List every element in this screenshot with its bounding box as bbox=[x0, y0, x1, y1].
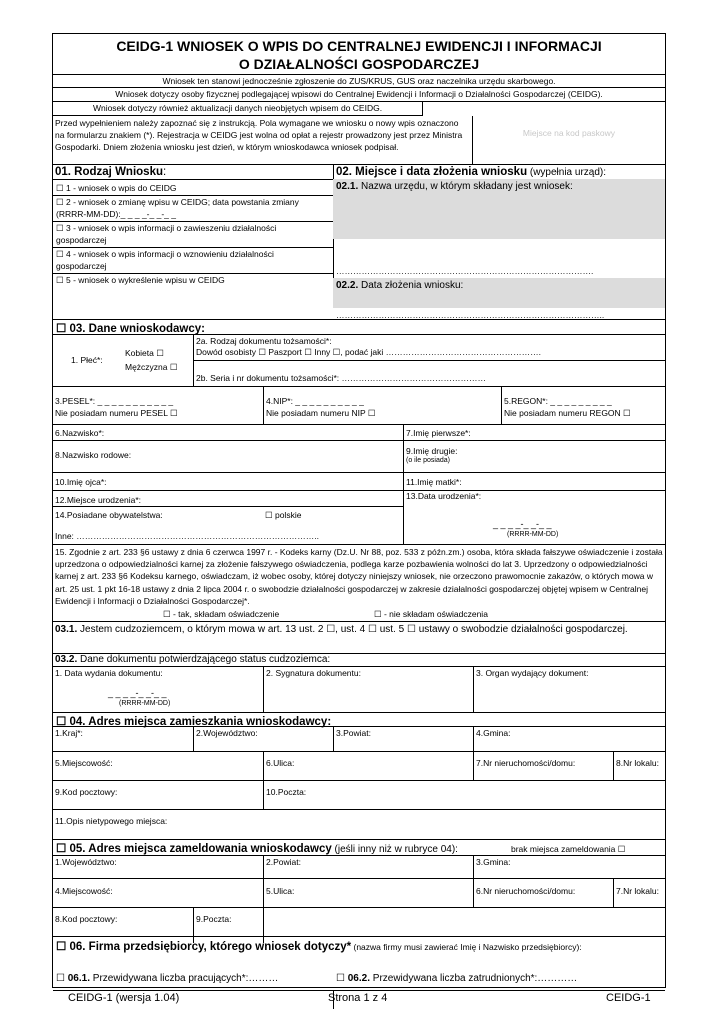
divider bbox=[53, 712, 665, 713]
divider bbox=[53, 780, 665, 781]
citizenship-other-field[interactable]: Inne: ………………………………………………………………………….. bbox=[55, 531, 319, 541]
instruction-text: Przed wypełnieniem należy zapoznać się z instrukcją. Pola wymagane we wniosku o nowy wpis oznaczono na formularzu znakiem (*). Rejestracja w CEIDG jest wolna od opłat a rejestr prowadzony jest przez Ministra Gospodarki. Dniem złożenia wniosku jest dzień, w którym wnioskodawca wniosek podpisał. bbox=[53, 116, 473, 164]
header-line3: Wniosek dotyczy również aktualizacji danych nieobjętych wpisem do CEIDG. bbox=[92, 103, 383, 113]
section-06-title bbox=[56, 939, 582, 953]
divider bbox=[53, 855, 665, 856]
office-name-label bbox=[336, 181, 573, 192]
title-area bbox=[53, 34, 665, 75]
foreigner-doc-text: Dane dokumentu potwierdzającego status cudzoziemca: bbox=[77, 654, 331, 665]
form-title-line1: CEIDG-1 WNIOSEK O WPIS DO CENTRALNEJ EWIDENCJI I INFORMACJI bbox=[116, 38, 602, 54]
doc-issue-date-format: (RRRR-MM-DD) bbox=[119, 700, 171, 707]
header-line2: Wniosek dotyczy osoby fizycznej podlegającej wpisowi do Centralnej Ewidencji i Informacji o Działalności Gospodarczej (CEIDG). bbox=[115, 89, 603, 99]
request-type-option-3[interactable]: ☐ 3 - wniosek o wpis informacji o zawieszeniu działalności bbox=[56, 223, 277, 233]
doc-signature-field[interactable]: 2. Sygnatura dokumentu: bbox=[266, 668, 361, 678]
citizenship-label: 14.Posiadane obywatelstwa: bbox=[55, 510, 163, 520]
no-pesel-checkbox[interactable]: Nie posiadam numeru PESEL ☐ bbox=[55, 408, 178, 418]
section-01-colon: : bbox=[163, 166, 167, 178]
reg-commune-field[interactable]: 3.Gmina: bbox=[476, 857, 511, 867]
header-line1: Wniosek ten stanowi jednocześnie zgłoszenie do ZUS/KRUS, GUS oraz naczelnika urzędu skarbowego. bbox=[162, 76, 556, 86]
section-02-note: (wypełnia urząd): bbox=[527, 167, 607, 178]
foreigner-doc-number: 03.2. bbox=[55, 654, 78, 665]
res-postal-code-field[interactable]: 9.Kod pocztowy: bbox=[55, 787, 118, 797]
divider bbox=[53, 273, 333, 274]
divider bbox=[613, 878, 614, 907]
divider bbox=[53, 334, 665, 335]
divider bbox=[53, 247, 333, 248]
sex-female-checkbox[interactable]: Kobieta ☐ bbox=[125, 348, 164, 358]
id-document-series-field[interactable]: 2b. Seria i nr dokumentu tożsamości*: …………………………………………… bbox=[196, 373, 487, 383]
submission-date-label bbox=[336, 280, 463, 291]
divider bbox=[193, 726, 194, 751]
request-type-option-4[interactable]: ☐ 4 - wniosek o wpis informacji o wznowieniu działalności bbox=[56, 249, 274, 259]
second-name-note: (o ile posiada) bbox=[406, 457, 450, 464]
submission-date-number: 02.2. bbox=[336, 280, 359, 291]
divider bbox=[403, 424, 404, 544]
office-name-number: 02.1. bbox=[336, 181, 359, 192]
footer-page-number: Strona 1 z 4 bbox=[328, 992, 388, 1004]
no-registration-checkbox[interactable]: brak miejsca zameldowania ☐ bbox=[511, 844, 626, 854]
divider bbox=[53, 164, 665, 165]
divider bbox=[53, 386, 665, 387]
section-06-note: (nazwa firmy musi zawierać Imię i Nazwisko przedsiębiorcy): bbox=[351, 942, 582, 952]
no-regon-checkbox[interactable]: Nie posiadam numeru REGON ☐ bbox=[504, 408, 631, 418]
divider bbox=[263, 855, 264, 943]
nip-field[interactable]: 4.NIP*: _ _ _ _ _ _ _ _ _ _ bbox=[266, 396, 364, 406]
footer-version: CEIDG-1 (wersja 1.04) bbox=[68, 992, 180, 1004]
declaration-text: 15. Zgodnie z art. 233 §6 ustawy z dnia 6 czerwca 1997 r. - Kodeks karny (Dz.U. Nr 88, poz. 533 z późn.zm.) osoba, która składa fałszywe oświadczenie i została uprzedzona o odpowiedzialności karnej za złożenie fałszywego oświadczenia, podlega karze pozbawienia wolności do lat 3. Uprzedzony o odpowiedzialności karnej z art. 233 §6 Kodeksu karnego, oświadczam, iż wobec osoby, której dotyczy niniejszy wniosek, nie orzeczono prawomocnie zakazów, o których mowa w art. 25 ust. 1 pkt 16-18 ustawy z dnia 2 lipca 2004 r. o swobodzie działalności gospodarczej w zakresie działalności gospodarczej objętej wpisem w Centralnej Ewidencji i Informacji o Działalności Gospodarczej*. bbox=[55, 547, 663, 606]
id-document-type-options[interactable]: Dowód osobisty ☐ Paszport ☐ Inny ☐, podać jaki ………………………………………………. bbox=[196, 347, 542, 357]
divider bbox=[53, 490, 665, 491]
res-voivodeship-field[interactable]: 2.Województwo: bbox=[196, 728, 258, 738]
form-container bbox=[52, 33, 666, 988]
res-unit-no-field[interactable]: 8.Nr lokalu: bbox=[616, 758, 659, 768]
divider bbox=[193, 907, 194, 943]
barcode-placeholder: Miejsce na kod paskowy bbox=[522, 128, 616, 138]
reg-street-field[interactable]: 5.Ulica: bbox=[266, 886, 295, 896]
header-line3-row bbox=[53, 102, 423, 116]
res-country-field[interactable]: 1.Kraj*: bbox=[55, 728, 83, 738]
divider bbox=[473, 751, 474, 780]
divider bbox=[53, 751, 665, 752]
divider bbox=[53, 907, 665, 908]
surname-field[interactable]: 6.Nazwisko*: bbox=[55, 428, 105, 438]
office-name-dots: ………………………………………………………………………………. bbox=[336, 266, 594, 276]
section-01-title bbox=[55, 166, 166, 178]
request-type-option-1[interactable]: ☐ 1 - wniosek o wpis do CEIDG bbox=[56, 183, 177, 193]
expected-workers-text: Przewidywana liczba pracujących*:……… bbox=[90, 973, 279, 984]
footer-form-code: CEIDG-1 bbox=[606, 992, 651, 1004]
request-type-option-2[interactable]: ☐ 2 - wniosek o zmianę wpisu w CEIDG; data powstania zmiany bbox=[56, 197, 299, 207]
divider bbox=[333, 726, 334, 751]
birthdate-format: (RRRR-MM-DD) bbox=[507, 531, 559, 538]
expected-employees-checkbox[interactable]: ☐ bbox=[336, 973, 345, 984]
form-title-line2: O DZIAŁALNOŚCI GOSPODARCZEJ bbox=[238, 56, 480, 72]
section-01-title-text: 01. Rodzaj Wniosku bbox=[55, 166, 163, 178]
submission-date-label-text: Data złożenia wniosku: bbox=[358, 280, 464, 291]
declaration-no-checkbox[interactable]: ☐ - nie składam oświadczenia bbox=[374, 609, 488, 619]
divider bbox=[53, 195, 333, 196]
reg-building-no-field[interactable]: 6.Nr nieruchomości/domu: bbox=[476, 886, 576, 896]
declaration-yes-checkbox[interactable]: ☐ - tak, składam oświadczenie bbox=[163, 609, 280, 619]
divider bbox=[53, 440, 665, 441]
birthdate-label: 13.Data urodzenia*: bbox=[406, 491, 482, 501]
foreigner-status-text: Jestem cudzoziemcem, o którym mowa w art. 13 ust. 2 ☐, ust. 4 ☐ ust. 5 ☐ ustawy o swobodzie działalności gospodarczej. bbox=[77, 624, 628, 635]
divider bbox=[53, 726, 665, 727]
expected-employees-field[interactable] bbox=[336, 973, 577, 984]
res-atypical-place-field[interactable]: 11.Opis nietypowego miejsca: bbox=[55, 816, 168, 826]
request-type-option-5[interactable]: ☐ 5 - wniosek o wykreślenie wpisu w CEIDG bbox=[56, 275, 225, 285]
divider bbox=[613, 751, 614, 780]
no-nip-checkbox[interactable]: Nie posiadam numeru NIP ☐ bbox=[266, 408, 376, 418]
reg-post-office-field[interactable]: 9.Poczta: bbox=[196, 914, 232, 924]
divider bbox=[53, 666, 665, 667]
divider bbox=[263, 666, 264, 712]
res-street-field[interactable]: 6.Ulica: bbox=[266, 758, 295, 768]
request-type-option-3-cont: gospodarczej bbox=[56, 235, 107, 245]
foreigner-doc-label bbox=[55, 654, 330, 665]
regon-field[interactable]: 5.REGON*: _ _ _ _ _ _ _ _ _ bbox=[504, 396, 612, 406]
expected-workers-number: 06.1. bbox=[67, 973, 90, 984]
divider bbox=[473, 726, 474, 751]
birthdate-field[interactable]: _ _ _ _-_ _-_ _ bbox=[493, 519, 552, 529]
family-name-field[interactable]: 8.Nazwisko rodowe: bbox=[55, 450, 132, 460]
divider bbox=[501, 386, 502, 424]
res-post-office-field[interactable]: 10.Poczta: bbox=[266, 787, 307, 797]
second-name-field[interactable]: 9.Imię drugie: bbox=[406, 446, 458, 456]
section-04-title: ☐ 04. Adres miejsca zamieszkania wnioskodawcy: bbox=[56, 716, 332, 728]
sex-label: 1. Płeć*: bbox=[71, 355, 103, 365]
section-05-note: (jeśli inny niż w rubryce 04): bbox=[331, 844, 458, 855]
pesel-field[interactable]: 3.PESEL*: _ _ _ _ _ _ _ _ _ _ _ bbox=[55, 396, 174, 406]
doc-authority-field[interactable]: 3. Organ wydający dokument: bbox=[476, 668, 589, 678]
first-name-field[interactable]: 7.Imię pierwsze*: bbox=[406, 428, 471, 438]
request-type-option-4-cont: gospodarczej bbox=[56, 261, 107, 271]
divider bbox=[53, 472, 665, 473]
divider bbox=[263, 386, 264, 424]
mother-name-field[interactable]: 11.Imię matki*: bbox=[406, 477, 462, 487]
father-name-field[interactable]: 10.Imię ojca*: bbox=[55, 477, 107, 487]
expected-workers-checkbox[interactable]: ☐ bbox=[56, 973, 65, 984]
foreigner-status-field[interactable] bbox=[53, 622, 665, 638]
citizenship-polish-checkbox[interactable]: ☐ polskie bbox=[265, 510, 302, 520]
header-line2-row bbox=[53, 88, 665, 102]
res-county-field[interactable]: 3.Powiat: bbox=[336, 728, 371, 738]
foreigner-status-number: 03.1. bbox=[55, 624, 78, 635]
expected-workers-field[interactable] bbox=[56, 973, 278, 984]
section-02-title bbox=[336, 166, 664, 178]
divider bbox=[53, 506, 403, 507]
change-date-field[interactable]: (RRRR-MM-DD):_ _ _ _-_ _-_ _ bbox=[56, 209, 176, 219]
res-city-field[interactable]: 5.Miejscowość: bbox=[55, 758, 113, 768]
res-building-no-field[interactable]: 7.Nr nieruchomości/domu: bbox=[476, 758, 576, 768]
header-line1-row bbox=[53, 74, 665, 88]
divider bbox=[473, 666, 474, 712]
birthplace-field[interactable]: 12.Miejsce urodzenia*: bbox=[55, 495, 141, 505]
divider bbox=[53, 179, 333, 180]
divider bbox=[53, 878, 665, 879]
reg-voivodeship-field[interactable]: 1.Województwo: bbox=[55, 857, 117, 867]
reg-unit-no-field[interactable]: 7.Nr lokalu: bbox=[616, 886, 659, 896]
divider bbox=[473, 855, 474, 907]
res-commune-field[interactable]: 4.Gmina: bbox=[476, 728, 511, 738]
office-name-label-text: Nazwa urzędu, w którym składany jest wniosek: bbox=[358, 181, 573, 192]
reg-county-field[interactable]: 2.Powiat: bbox=[266, 857, 301, 867]
divider bbox=[53, 839, 665, 840]
doc-issue-date-field[interactable]: _ _ _ _-_ _-_ _ bbox=[108, 688, 167, 698]
divider bbox=[53, 990, 665, 991]
doc-issue-date-label: 1. Data wydania dokumentu: bbox=[55, 668, 163, 678]
sex-male-checkbox[interactable]: Mężczyzna ☐ bbox=[125, 362, 178, 372]
section-02-title-text: 02. Miejsce i data złożenia wniosku bbox=[336, 166, 528, 178]
divider bbox=[53, 809, 665, 810]
id-document-type-label: 2a. Rodzaj dokumentu tożsamości*: bbox=[196, 336, 332, 346]
divider bbox=[53, 221, 333, 222]
divider bbox=[53, 936, 665, 937]
divider bbox=[53, 424, 665, 425]
section-06-title-text: ☐ 06. Firma przedsiębiorcy, którego wniosek dotyczy* bbox=[56, 941, 352, 953]
expected-employees-text: Przewidywana liczba zatrudnionych*:………… bbox=[370, 973, 578, 984]
reg-city-field[interactable]: 4.Miejscowość: bbox=[55, 886, 113, 896]
section-05-title-text: ☐ 05. Adres miejsca zameldowania wnioskodawcy bbox=[56, 843, 332, 855]
expected-employees-number: 06.2. bbox=[347, 973, 370, 984]
section-05-title bbox=[56, 841, 458, 855]
reg-postal-code-field[interactable]: 8.Kod pocztowy: bbox=[55, 914, 118, 924]
submission-date-dots: ………………………………………………………………………………….. bbox=[336, 310, 605, 320]
divider bbox=[193, 360, 665, 361]
divider bbox=[53, 319, 665, 320]
section-03-title: ☐ 03. Dane wnioskodawcy: bbox=[56, 323, 205, 335]
